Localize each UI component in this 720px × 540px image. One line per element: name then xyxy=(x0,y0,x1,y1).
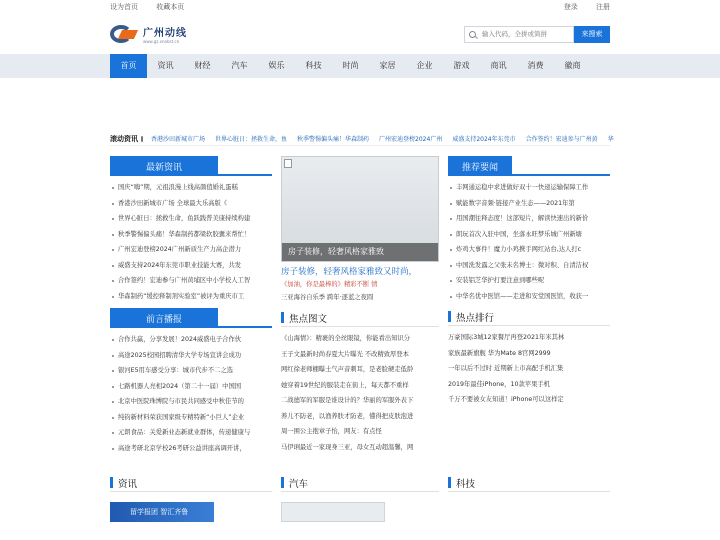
search-box xyxy=(464,26,574,43)
feature-headline[interactable]: 房子装修，轻奢风格家雅致又时尚， xyxy=(281,267,418,277)
hot-articles-header xyxy=(281,309,439,327)
nav-item-home-living[interactable]: 家居 xyxy=(379,61,396,70)
feature-image[interactable] xyxy=(281,156,439,262)
login-link[interactable]: 登录 xyxy=(563,3,578,11)
tech-section-header xyxy=(448,474,610,492)
list-item[interactable]: 赋能数字音频·链接产业生态——2021年第 xyxy=(448,196,610,212)
latest-news-list xyxy=(110,176,272,304)
section-bar xyxy=(448,477,451,488)
search-input[interactable] xyxy=(482,30,562,38)
ticker-item[interactable]: 合作签约！宏迪参与广州黄 xyxy=(525,136,598,143)
recommend-header: 推荐要闻 xyxy=(448,156,512,176)
ranking-header xyxy=(448,308,610,326)
bookmark-link[interactable]: 收藏本页 xyxy=(156,3,185,11)
list-item[interactable]: 网红徐老师棚曝土气声音刺耳，是老脸硬走低龄 xyxy=(281,366,414,373)
list-item[interactable]: 合作共赢，分享发展！2024威盛电子合作伙 xyxy=(110,332,272,348)
auto-thumbnail[interactable] xyxy=(281,502,385,522)
nav-item-auto[interactable]: 汽车 xyxy=(231,61,248,70)
search-icon xyxy=(469,31,476,38)
list-item[interactable]: 高途2025校园招聘清华大学专场宣讲会成功 xyxy=(110,348,272,364)
list-item[interactable]: 元朗食品：关爱新业态新就业群体，传递健康与 xyxy=(110,425,272,441)
nav-item-news[interactable]: 资讯 xyxy=(157,61,174,70)
nav-item-anhui[interactable]: 徽商 xyxy=(564,61,581,70)
nav-item-finance[interactable]: 财经 xyxy=(194,61,211,70)
list-item[interactable]: 炸鸡大事件！魔力小鸡携手网红站台,达人打c xyxy=(448,242,610,258)
ticker-item[interactable]: 华 xyxy=(607,136,614,143)
list-item[interactable]: 北京中医院珠博院与市民共同感受中秋佳节的 xyxy=(110,394,272,410)
feature-subline[interactable] xyxy=(281,279,439,290)
list-item[interactable]: 2019年最佳iPhone，10款苹果手机 xyxy=(448,380,550,388)
logo-icon xyxy=(110,25,140,43)
section-bar xyxy=(281,477,284,488)
list-item[interactable]: 万豪国际3城12家餐厅再登2021年米其林 xyxy=(448,334,565,341)
ticker-item[interactable]: 秋季警惕偏头痛！华森制药 xyxy=(297,136,370,143)
feature-subline-text: 《加油，你是最棒的》精彩不断 情 xyxy=(281,281,378,288)
list-item[interactable]: 一年以后不过时 近期新上市高配手机汇集 xyxy=(448,365,564,372)
list-item[interactable]: 中国洗发露之父张未名博士：微对积、自清洁权 xyxy=(448,258,610,274)
list-item[interactable]: 朗玩首次入驻中国，坐落永旺梦乐城广州新塘 xyxy=(448,227,610,243)
ranking-list xyxy=(448,326,610,408)
set-home-link[interactable]: 设为首页 xyxy=(110,3,138,11)
hot-articles-list xyxy=(281,327,439,455)
list-item[interactable]: 《山海情》：精裹的全丝眼镜，你能看出知识分 xyxy=(281,335,411,342)
news-ticker xyxy=(0,132,720,146)
nav-item-enterprise[interactable]: 企业 xyxy=(416,61,433,70)
list-item[interactable]: 高途考研北京学校26考研公益讲座高调开讲， xyxy=(110,441,272,457)
preview-list xyxy=(110,328,272,456)
latest-news-header: 最新资讯 xyxy=(110,156,218,176)
section-bar xyxy=(281,312,284,323)
ticker-item[interactable]: 香港沙田新城市广场 xyxy=(151,136,206,143)
auto-section-header xyxy=(281,474,439,492)
logo-name: 广州动线 xyxy=(143,28,187,39)
ticker-item[interactable]: 广州宏迪登榜2024广州 xyxy=(379,136,443,143)
right-column xyxy=(448,156,610,456)
news-section xyxy=(110,474,272,522)
list-item[interactable]: 丰网通运稳中求进做好双十一快递运输保障工作 xyxy=(448,180,610,196)
ticker-item[interactable]: 世界心脏日：拯救生命，鱼 xyxy=(215,136,288,143)
tech-section-title[interactable]: 科技 xyxy=(456,478,476,490)
nav-item-tech[interactable]: 科技 xyxy=(305,61,322,70)
news-section-title[interactable]: 资讯 xyxy=(118,478,138,490)
list-item[interactable]: 银河E5用车感受分享：城市代步不二之选 xyxy=(110,363,272,379)
site-header xyxy=(0,14,720,54)
list-item[interactable]: 华森制药“缓控释制剂实验室”被评为重庆市工 xyxy=(110,289,272,305)
auto-section xyxy=(281,474,439,522)
list-item[interactable]: 周一围公主抱章子怡，网友：有点怪 xyxy=(281,428,382,435)
site-logo[interactable] xyxy=(110,24,187,44)
section-bar xyxy=(110,477,113,488)
broken-image-icon xyxy=(284,159,292,168)
list-item[interactable]: 她穿着19世纪的服装走在街上，每天都不重样 xyxy=(281,381,409,389)
feature-line[interactable]: 三亚海谷自乐季 跨年·逐蓝之夜圆 xyxy=(281,294,374,301)
left-column xyxy=(110,156,272,456)
main-nav xyxy=(0,54,720,78)
section-bar xyxy=(448,311,451,322)
list-item[interactable]: 威盛支持2024年东莞市职业技能大赛，共发 xyxy=(110,258,272,274)
search-bar xyxy=(464,26,610,43)
main-content xyxy=(0,156,720,456)
list-item[interactable]: 家族最新旗舰 华为Mate 8官网2999 xyxy=(448,349,551,357)
feature-caption: 房子装修，轻奢风格家雅致 xyxy=(282,243,438,261)
middle-column xyxy=(281,156,439,456)
ticker-label: 滚动资讯 xyxy=(110,134,138,143)
list-item[interactable]: 香港沙田新城市广场 全球最大乐高版《 xyxy=(110,196,272,212)
list-item[interactable]: 用国潮往释态度！这部短片，解读快速出的新价 xyxy=(448,211,610,227)
tech-section xyxy=(448,474,610,522)
list-item[interactable]: 秋季警惕偏头痛！华森制药都梁软胶囊来帮忙！ xyxy=(110,227,272,243)
list-item[interactable]: 安装铝芝华护打要注意到哪些呢 xyxy=(448,273,610,289)
list-item[interactable]: 七路机器人亮相2024（第二十一届）中国国 xyxy=(110,379,272,395)
hot-articles-title: 焦点图文 xyxy=(289,313,328,325)
search-button[interactable]: 来搜索 xyxy=(574,26,610,43)
nav-item-fashion[interactable]: 时尚 xyxy=(342,61,359,70)
logo-url: www.gz.xnebst.cn xyxy=(143,39,180,44)
list-item[interactable]: 纯钧新材料荣获国家级专精特新“小巨人”企业 xyxy=(110,410,272,426)
register-link[interactable]: 注册 xyxy=(596,3,610,11)
list-item[interactable]: 广州宏迪登榜2024广州新质生产力高企潜力 xyxy=(110,242,272,258)
nav-item-home[interactable]: 首页 xyxy=(110,54,147,78)
top-bar xyxy=(0,0,720,14)
list-item[interactable]: 王子文最新时尚春夏大片曝光 不改精致厚登本 xyxy=(281,350,409,358)
list-item[interactable]: 世界心脏日：拯救生命，鱼跃践普美康持续构建 xyxy=(110,211,272,227)
ticker-item[interactable]: 威盛支持2024年东莞市 xyxy=(452,136,516,143)
list-item[interactable]: 马伊琍最近一家现身三亚，母女互动超温馨，网 xyxy=(281,443,414,451)
list-item[interactable]: 合作签约！宏迪参与广州黄埔区中小学校人工智 xyxy=(110,273,272,289)
list-item[interactable]: 国庆“嗨”期，元祖浪漫上线高颜值婚礼蛋糕 xyxy=(110,180,272,196)
list-item[interactable]: 养儿不防老，以渔养肤才防老，懂得把皮肤泡进 xyxy=(281,412,414,420)
auto-section-title[interactable]: 汽车 xyxy=(289,478,309,490)
news-banner[interactable]: 留学报团 智汇齐鲁 xyxy=(110,502,214,522)
news-section-header xyxy=(110,474,272,492)
nav-item-business[interactable]: 商讯 xyxy=(490,61,507,70)
ad-space xyxy=(0,78,720,132)
list-item[interactable]: 二战德军的军服是谁设计的？华丽的军服外表下 xyxy=(281,397,414,404)
list-item[interactable]: 千万不要被女友知道！iPhone可以这样定 xyxy=(448,396,564,403)
nav-item-games[interactable]: 游戏 xyxy=(453,61,470,70)
preview-header: 前言播报 xyxy=(110,308,218,328)
list-item[interactable]: 中华名优中医馆——走进和安堂国医馆，收获一 xyxy=(448,289,610,305)
nav-item-entertainment[interactable]: 娱乐 xyxy=(268,61,285,70)
recommend-list xyxy=(448,176,610,304)
ranking-title: 热点排行 xyxy=(456,312,495,324)
nav-item-consumer[interactable]: 消费 xyxy=(527,61,544,70)
bottom-sections xyxy=(0,474,720,522)
speaker-icon xyxy=(141,136,143,142)
